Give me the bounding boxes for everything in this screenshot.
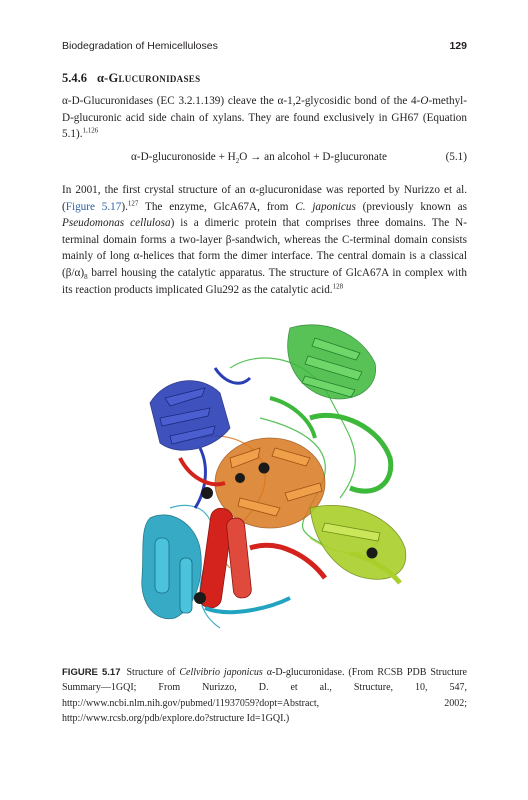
paragraph-alpha-glucuronidases: α-D-Glucuronidases (EC 3.2.1.139) cleave the α-1,2-glycosidic bond of the 4-O-methyl-D-glucuronic acid side chain of xylans. They are found exclusively in GH67 (Equation 5.1).$^{1,126}$ <box>62 95 467 141</box>
equation-5-1 <box>62 151 467 168</box>
page-number: 129 <box>449 40 467 52</box>
reference-citation: 127 <box>127 198 139 207</box>
reference-citation: 1,126 <box>82 126 99 135</box>
protein-structure-figure <box>110 308 420 656</box>
paragraph-crystal-structure: In 2001, the first crystal structure of an α-glucuronidase was reported by Nurizzo et al. (Figure 5.17).$^{127}$ The enzyme, GlcA67A, from C. japonicus (previously known as Pseudomonas cellulosa) is a dimeric protein that comprises three domains. The N-terminal domain forms a two-layer β-sandwich, whereas the C-terminal domain consists mainly of long α-helices that form the dimer interface. The central domain is a classical $(\beta/\alpha)_8$ barrel housing the catalytic apparatus. The structure of GlcA67A in complex with its reaction products implicated Glu292 as the catalytic acid.$^{128}$ <box>62 184 467 296</box>
figure-5-17-link[interactable]: Figure 5.17 <box>65 200 122 213</box>
figure-label: FIGURE 5.17 <box>62 667 121 678</box>
equation-body: α-D-glucuronoside + $H_2O$ → an alcohol + D-glucuronate <box>131 151 387 166</box>
lime-domain <box>310 505 406 583</box>
figure-caption: FIGURE 5.17 Structure of Cellvibrio japonicus α-D-glucuronidase. (From RCSB PDB Structure Summary—1GQI; From Nurizzo, D. et al., Structure, 10, 547, http://www.ncbi.nlm.nih.gov/pubmed/11937059?dopt=Abstract, 2002; http://www.rcsb.org/pdb/explore.do?structure Id=1GQI.) <box>62 667 467 724</box>
protein-ribbon-image <box>110 308 420 656</box>
section-number: 5.4.6 <box>62 71 87 85</box>
running-head-title: Biodegradation of Hemicelluloses <box>62 40 218 52</box>
section-title: -Glucuronidases <box>103 71 201 85</box>
reference-citation: 128 <box>332 281 344 290</box>
equation-number: (5.1) <box>445 151 467 163</box>
section-alpha: α <box>97 71 104 85</box>
section-heading <box>62 71 200 86</box>
